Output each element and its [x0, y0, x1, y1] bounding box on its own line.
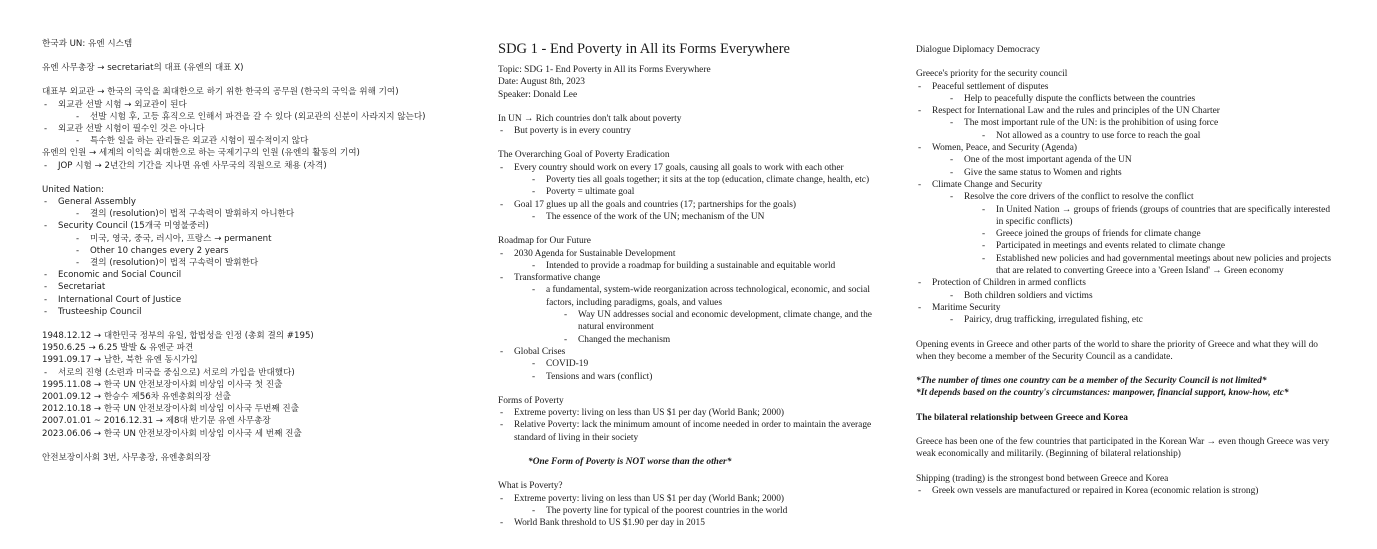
bullet-item-level-1: - Transformative change: [498, 272, 893, 284]
blank-line: [916, 424, 1336, 436]
bullet-item-level-2: - One of the most important agenda of the UN: [916, 154, 1336, 166]
note-line: Date: August 8th, 2023: [498, 77, 585, 88]
page-title: SDG 1 - End Poverty in All its Forms Everywhere: [498, 41, 790, 57]
bullet-item-level-1: - International Court of Justice: [42, 294, 454, 306]
bullet-item-level-2: - Other 10 changes every 2 years: [42, 245, 454, 257]
bullet-item-level-1: - 2030 Agenda for Sustainable Development: [498, 248, 893, 260]
notes-page-sdg1-body: [498, 40, 893, 530]
blank-line: [916, 363, 1336, 375]
bullet-item-level-2: - a fundamental, system-wide reorganization across technological, economic, and social factors, including paradigms, goals, and values: [498, 284, 893, 309]
notes-list: [916, 56, 1336, 497]
note-line: 2023.06.06 → 한국 UN 안전보장이사회 비상임 이사국 세 번째 진출: [42, 428, 302, 439]
note-line: Topic: SDG 1- End Poverty in All its Forms Everywhere: [498, 65, 711, 75]
bullet-item-level-1: - But poverty is in every country: [498, 125, 893, 137]
blank-line: [916, 400, 1336, 412]
notes-page-sdg1: [462, 0, 912, 549]
bullet-item-level-3: - Greece joined the groups of friends for climate change: [916, 228, 1336, 240]
notes-page-greece-body: [916, 44, 1336, 497]
note-line: Opening events in Greece and other parts of the world to share the priority of Greece and what they will do when they become a member of the Security Council as a candidate.: [916, 339, 1318, 362]
bullet-item-level-2: - Tensions and wars (conflict): [498, 371, 893, 383]
blank-line: [498, 223, 893, 235]
bullet-item-level-1: - Security Council (15개국 미영불중러): [42, 220, 454, 232]
note-line: United Nation:: [42, 184, 105, 195]
bullet-item-level-2: - 선발 시험 후, 고등 휴직으로 인해서 파견을 갈 수 있다 (외교관의 신분이 사라지지 않는다): [42, 111, 454, 123]
bullet-item-level-1: - 외교관 선발 시험이 필수인 것은 아니다: [42, 123, 454, 135]
bullet-item-level-3: - Way UN addresses social and economic development, climate change, and the natural environment: [498, 309, 893, 334]
bullet-item-level-2: - Poverty = ultimate goal: [498, 186, 893, 198]
bullet-item-level-2: - Intended to provide a roadmap for building a sustainable and equitable world: [498, 260, 893, 272]
bullet-item-level-2: - 미국, 영국, 중국, 러시아, 프랑스 → permanent: [42, 233, 454, 245]
bullet-item-level-3: - Not allowed as a country to use force to reach the goal: [916, 130, 1336, 142]
note-line: 2007.01.01 ~ 2016.12.31 → 제8대 반기문 유엔 사무총장: [42, 416, 271, 427]
note-line: 안전보장이사회 3번, 사무총장, 유엔총회의장: [42, 452, 211, 463]
bullet-item-level-2: - Resolve the core drivers of the conflict to resolve the conflict: [916, 191, 1336, 203]
bullet-item-level-1: - Protection of Children in armed conflicts: [916, 277, 1336, 289]
note-line: What is Poverty?: [498, 481, 563, 492]
note-line: 유엔의 인원 → 세계의 이익을 최대한으로 하는 국제기구의 인원 (유엔의 활동의 기여): [42, 148, 360, 159]
bullet-item-level-1: - General Assembly: [42, 196, 454, 208]
bullet-item-level-2: - The essence of the work of the UN; mechanism of the UN: [498, 211, 893, 223]
bullet-item-level-1: - Maritime Security: [916, 302, 1336, 314]
note-line: 유엔 사무총장 → secretariat의 대표 (유엔의 대표 X): [42, 63, 244, 74]
note-line: *One Form of Poverty is NOT worse than the other*: [528, 457, 732, 468]
blank-line: [916, 461, 1336, 473]
bullet-item-level-1: - Extreme poverty: living on less than US $1 per day (World Bank; 2000): [498, 493, 893, 505]
note-line: The bilateral relationship between Greece and Korea: [916, 412, 1128, 423]
note-line: Roadmap for Our Future: [498, 236, 591, 247]
bullet-item-level-3: - Changed the mechanism: [498, 334, 893, 346]
bullet-item-level-1: - Extreme poverty: living on less than US $1 per day (World Bank; 2000): [498, 407, 893, 419]
bullet-item-level-1: - Climate Change and Security: [916, 179, 1336, 191]
bullet-item-level-1: - Goal 17 glues up all the goals and countries (17; partnerships for the goals): [498, 199, 893, 211]
bullet-item-level-1: - Every country should work on every 17 goals, causing all goals to work with each other: [498, 162, 893, 174]
note-line: 대표부 외교관 → 한국의 국익을 최대한으로 하기 위한 한국의 공무원 (한국의 국익을 위해 기여): [42, 87, 399, 98]
bullet-item-level-1: - 외교관 선발 시험 → 외교관이 된다: [42, 99, 454, 111]
bullet-item-level-2: - Poverty ties all goals together; it sits at the top (education, climate change, health, etc): [498, 174, 893, 186]
bullet-item-level-2: - 특수한 일을 하는 관리들은 외교관 시험이 필수적이지 않다: [42, 135, 454, 147]
notes-page-korea-un: [0, 0, 462, 549]
bullet-item-level-1: - World Bank threshold to US $1.90 per day in 2015: [498, 517, 893, 529]
bullet-item-level-3: - Participated in meetings and events related to climate change: [916, 240, 1336, 252]
page-title: Dialogue Diplomacy Democracy: [916, 45, 1040, 55]
bullet-item-level-1: - Relative Poverty: lack the minimum amount of income needed in order to maintain the average standard of living in their society: [498, 419, 893, 444]
blank-line: [498, 444, 893, 456]
note-line: Speaker: Donald Lee: [498, 89, 578, 100]
bullet-item-level-2: - Help to peacefully dispute the conflicts between the countries: [916, 93, 1336, 105]
bullet-item-level-2: - The most important rule of the UN: is the prohibition of using force: [916, 117, 1336, 129]
bullet-item-level-2: - Both children soldiers and victims: [916, 290, 1336, 302]
note-line: 1950.6.25 → 6.25 발발 & 유엔군 파견: [42, 343, 194, 354]
bullet-item-level-1: - Peaceful settlement of disputes: [916, 81, 1336, 93]
bullet-item-level-1: - Respect for International Law and the rules and principles of the UN Charter: [916, 105, 1336, 117]
bullet-item-level-2: - Pairicy, drug trafficking, irregulated fishing, etc: [916, 314, 1336, 326]
note-line: The Overarching Goal of Poverty Eradication: [498, 150, 670, 161]
note-line: 2012.10.18 → 한국 UN 안전보장이사회 비상임 이사국 두번째 진출: [42, 404, 300, 415]
note-line: Shipping (trading) is the strongest bond between Greece and Korea: [916, 473, 1169, 484]
notes-list: [498, 64, 893, 530]
note-line: 1991.09.17 → 남한, 북한 유엔 동시가입: [42, 355, 198, 366]
bullet-item-level-1: - Economic and Social Council: [42, 269, 454, 281]
bullet-item-level-1: - JOP 시험 → 2년간의 기간을 지나면 유엔 사무국의 직원으로 채용 (자격): [42, 160, 454, 172]
bullet-item-level-1: - Greek own vessels are manufactured or repaired in Korea (economic relation is strong): [916, 485, 1336, 497]
note-line: Forms of Poverty: [498, 395, 564, 406]
blank-line: [916, 327, 1336, 339]
bullet-item-level-1: - 서로의 진형 (소련과 미국을 중심으로) 서로의 가입을 반대했다): [42, 367, 454, 379]
bullet-item-level-2: - 결의 (resolution)이 법적 구속력이 발휘하지 아니한다: [42, 208, 454, 220]
blank-line: [42, 50, 454, 62]
blank-line: [498, 101, 893, 113]
notes-page-korea-un-body: [42, 38, 454, 464]
blank-line: [498, 468, 893, 480]
blank-line: [498, 383, 893, 395]
note-line: *It depends based on the country's circumstances: manpower, financial support, know-how, etc*: [916, 388, 1289, 399]
blank-line: [42, 74, 454, 86]
blank-line: [42, 318, 454, 330]
bullet-item-level-2: - The poverty line for typical of the poorest countries in the world: [498, 505, 893, 517]
blank-line: [498, 137, 893, 149]
bullet-item-level-1: - Global Crises: [498, 346, 893, 358]
bullet-item-level-3: - Established new policies and had governmental meetings about new policies and projects that are related to converting Greece into a 'Green Island' → Green economy: [916, 253, 1336, 278]
bullet-item-level-2: - 결의 (resolution)이 법적 구속력이 발휘한다: [42, 257, 454, 269]
note-line: 1948.12.12 → 대한민국 정부의 유일, 합법성을 인정 (총회 결의 #195): [42, 331, 314, 342]
note-line: 2001.09.12 → 한승수 제56차 유엔총회의장 선출: [42, 392, 231, 403]
blank-line: [916, 56, 1336, 68]
bullet-item-level-2: - Give the same status to Women and rights: [916, 167, 1336, 179]
note-line: 한국과 UN: 유엔 시스템: [42, 39, 133, 49]
bullet-item-level-1: - Women, Peace, and Security (Agenda): [916, 142, 1336, 154]
bullet-item-level-1: - Secretariat: [42, 281, 454, 293]
notes-page-greece: [912, 0, 1377, 549]
note-line: In UN → Rich countries don't talk about poverty: [498, 113, 682, 124]
blank-line: [42, 440, 454, 452]
note-line: *The number of times one country can be a member of the Security Council is not limited*: [916, 376, 1267, 387]
note-line: 1995.11.08 → 한국 UN 안전보장이사회 비상임 이사국 첫 진출: [42, 379, 283, 390]
blank-line: [42, 172, 454, 184]
bullet-item-level-2: - COVID-19: [498, 358, 893, 370]
bullet-item-level-3: - In United Nation → groups of friends (groups of countries that are specifically interested in specific conflicts): [916, 204, 1336, 229]
note-line: Greece's priority for the security council: [916, 69, 1068, 80]
bullet-item-level-1: - Trusteeship Council: [42, 306, 454, 318]
note-line: Greece has been one of the few countries that participated in the Korean War → even though Greece was very weak economically and militarily. (Beginning of bilateral relationship): [916, 437, 1330, 460]
